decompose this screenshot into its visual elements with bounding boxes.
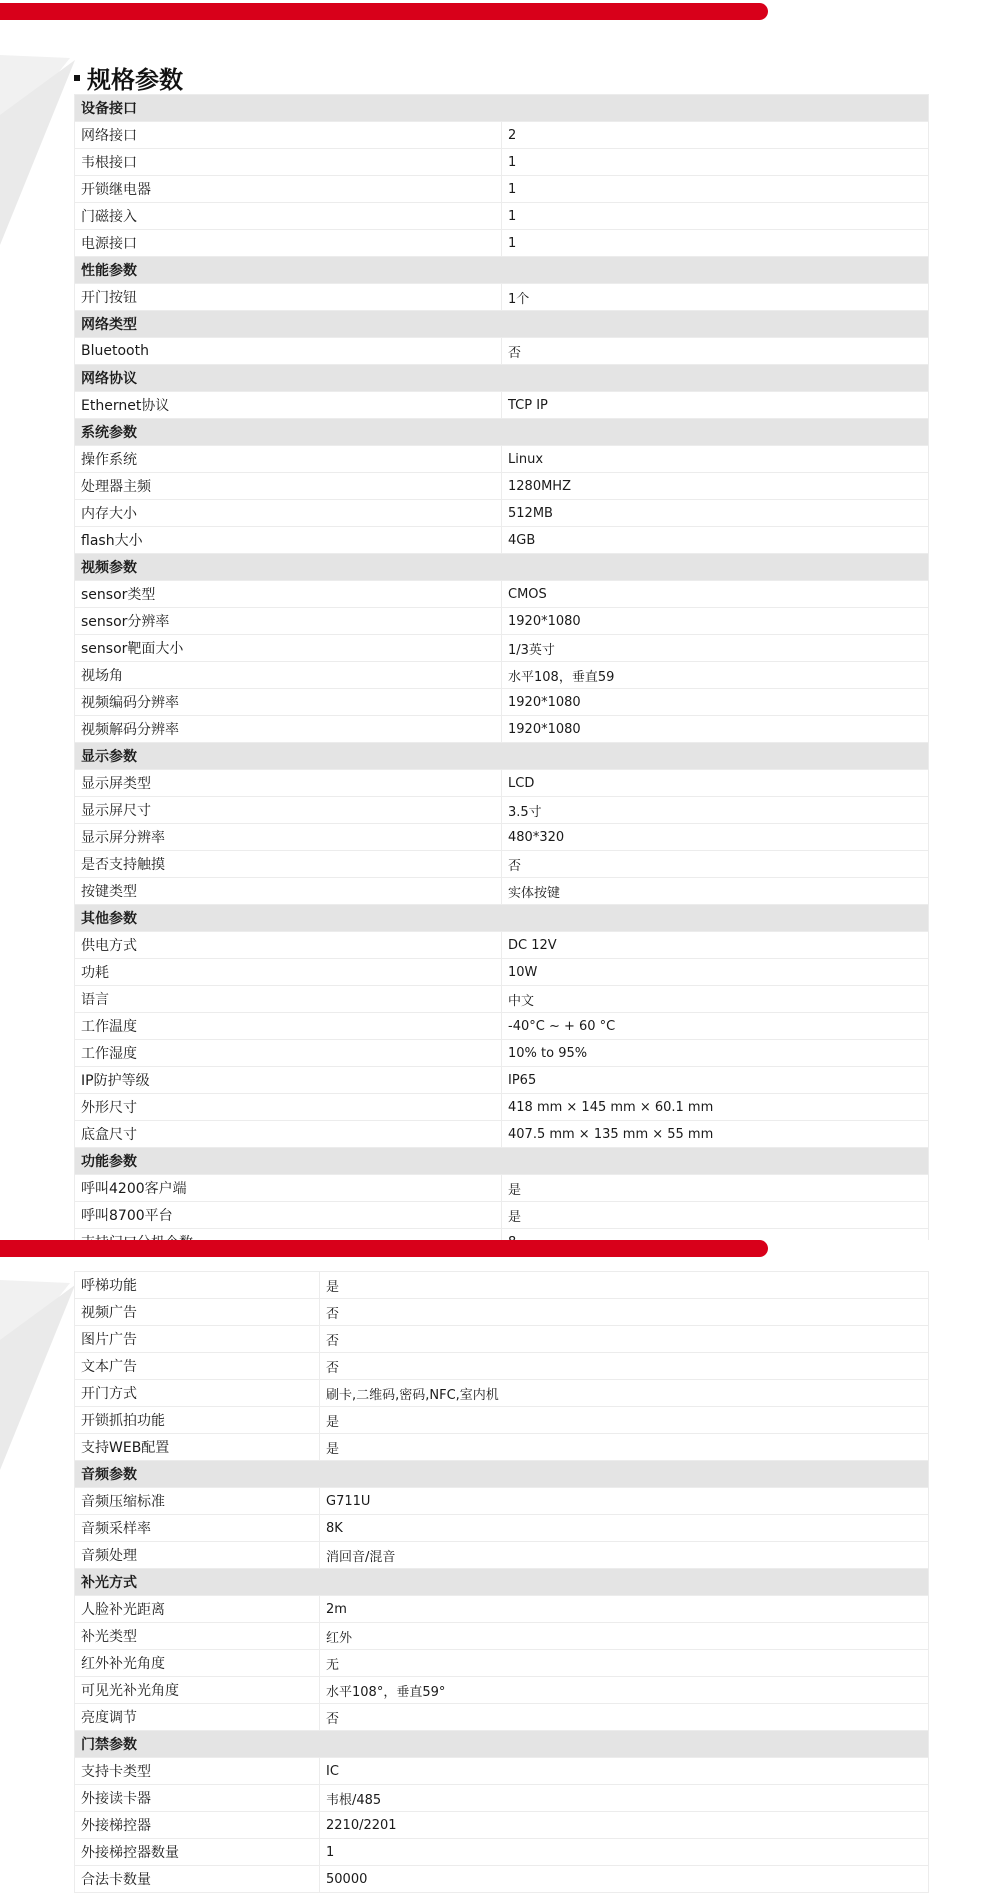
spec-key: 音频处理 (75, 1542, 320, 1569)
spec-key: 门磁接入 (75, 203, 502, 230)
spec-row (75, 1488, 929, 1515)
spec-value: 是 (502, 1202, 929, 1229)
spec-row (75, 878, 929, 905)
spec-key: 支持WEB配置 (75, 1434, 320, 1461)
spec-value: 否 (320, 1299, 929, 1326)
spec-value: 1 (502, 230, 929, 257)
spec-row (75, 635, 929, 662)
section-header (75, 1569, 929, 1596)
spec-key: 语言 (75, 986, 502, 1013)
spec-key: 工作湿度 (75, 1040, 502, 1067)
spec-key: 开锁抓拍功能 (75, 1407, 320, 1434)
spec-key: 支持卡类型 (75, 1758, 320, 1785)
spec-key: 开门方式 (75, 1380, 320, 1407)
section-header (75, 95, 929, 122)
spec-row (75, 1121, 929, 1148)
spec-value: 2m (320, 1596, 929, 1623)
header-red-bar (0, 1240, 768, 1257)
spec-row (75, 1839, 929, 1866)
spec-row (75, 1677, 929, 1704)
spec-key: 图片广告 (75, 1326, 320, 1353)
section-title: 设备接口 (75, 95, 929, 122)
spec-key: 显示屏类型 (75, 770, 502, 797)
spec-key: 呼叫8700平台 (75, 1202, 502, 1229)
spec-value: 是 (502, 1175, 929, 1202)
spec-value: 否 (320, 1704, 929, 1731)
spec-key: IP防护等级 (75, 1067, 502, 1094)
spec-key: 底盒尺寸 (75, 1121, 502, 1148)
spec-key: 文本广告 (75, 1353, 320, 1380)
spec-key: 显示屏尺寸 (75, 797, 502, 824)
spec-row (75, 1650, 929, 1677)
spec-value: 否 (502, 338, 929, 365)
section-title: 网络协议 (75, 365, 929, 392)
spec-value: 1/3英寸 (502, 635, 929, 662)
spec-row (75, 1326, 929, 1353)
section-header (75, 1148, 929, 1175)
spec-key: Bluetooth (75, 338, 502, 365)
spec-row (75, 1866, 929, 1893)
spec-value: 1 (502, 203, 929, 230)
spec-row (75, 824, 929, 851)
spec-value: 10W (502, 959, 929, 986)
section-header (75, 419, 929, 446)
spec-value: 1 (502, 176, 929, 203)
spec-row (75, 959, 929, 986)
section-title: 网络类型 (75, 311, 929, 338)
spec-row (75, 1040, 929, 1067)
spec-key: 电源接口 (75, 230, 502, 257)
spec-row (75, 473, 929, 500)
spec-row (75, 1353, 929, 1380)
section-title: 系统参数 (75, 419, 929, 446)
spec-key: sensor分辨率 (75, 608, 502, 635)
spec-key: 亮度调节 (75, 1704, 320, 1731)
spec-page-2 (0, 1240, 1000, 1891)
spec-row (75, 689, 929, 716)
spec-row (75, 581, 929, 608)
spec-key: flash大小 (75, 527, 502, 554)
spec-row (75, 986, 929, 1013)
spec-key: 可见光补光角度 (75, 1677, 320, 1704)
section-header (75, 1461, 929, 1488)
spec-value: DC 12V (502, 932, 929, 959)
spec-value: TCP IP (502, 392, 929, 419)
decorative-triangles (0, 20, 80, 250)
spec-value: 10% to 95% (502, 1040, 929, 1067)
section-header (75, 311, 929, 338)
spec-key: 是否支持触摸 (75, 851, 502, 878)
spec-key: 开锁继电器 (75, 176, 502, 203)
spec-value: LCD (502, 770, 929, 797)
section-header (75, 257, 929, 284)
section-header (75, 905, 929, 932)
spec-key: 外接梯控器 (75, 1812, 320, 1839)
spec-row (75, 1202, 929, 1229)
page-title (74, 60, 183, 95)
section-header (75, 1731, 929, 1758)
spec-key: 功耗 (75, 959, 502, 986)
spec-row (75, 1380, 929, 1407)
spec-value: 4GB (502, 527, 929, 554)
spec-value: 512MB (502, 500, 929, 527)
spec-key: 开门按钮 (75, 284, 502, 311)
spec-row (75, 1812, 929, 1839)
spec-key: 视频解码分辨率 (75, 716, 502, 743)
spec-key: sensor类型 (75, 581, 502, 608)
spec-row (75, 284, 929, 311)
spec-row (75, 1704, 929, 1731)
section-title: 门禁参数 (75, 1731, 929, 1758)
spec-row (75, 1094, 929, 1121)
spec-value: 50000 (320, 1866, 929, 1893)
section-title: 视频参数 (75, 554, 929, 581)
spec-key: 操作系统 (75, 446, 502, 473)
spec-value: 3.5寸 (502, 797, 929, 824)
spec-key: 内存大小 (75, 500, 502, 527)
spec-key: 合法卡数量 (75, 1866, 320, 1893)
spec-key: 外形尺寸 (75, 1094, 502, 1121)
spec-value: CMOS (502, 581, 929, 608)
spec-row (75, 203, 929, 230)
spec-value: -40°C ~ + 60 °C (502, 1013, 929, 1040)
spec-value: 红外 (320, 1623, 929, 1650)
spec-value: 中文 (502, 986, 929, 1013)
spec-key: 音频采样率 (75, 1515, 320, 1542)
section-header (75, 554, 929, 581)
spec-key: 视频编码分辨率 (75, 689, 502, 716)
spec-row (75, 1758, 929, 1785)
spec-value: 是 (320, 1434, 929, 1461)
spec-value: 实体按键 (502, 878, 929, 905)
spec-value: 水平108°，垂直59° (320, 1677, 929, 1704)
spec-row (75, 1175, 929, 1202)
spec-value: IP65 (502, 1067, 929, 1094)
spec-value: 否 (320, 1326, 929, 1353)
spec-row (75, 338, 929, 365)
spec-value: 1920*1080 (502, 716, 929, 743)
spec-row (75, 392, 929, 419)
spec-row (75, 1407, 929, 1434)
spec-value: 1 (320, 1839, 929, 1866)
spec-key: 处理器主频 (75, 473, 502, 500)
spec-key: 外接梯控器数量 (75, 1839, 320, 1866)
section-title: 其他参数 (75, 905, 929, 932)
page-title-text: 规格参数 (87, 66, 183, 94)
spec-value: 否 (502, 851, 929, 878)
spec-key: 供电方式 (75, 932, 502, 959)
spec-value: IC (320, 1758, 929, 1785)
spec-table-2 (74, 1271, 929, 1893)
spec-value: 无 (320, 1650, 929, 1677)
spec-row (75, 1515, 929, 1542)
spec-value: 1920*1080 (502, 608, 929, 635)
spec-row (75, 770, 929, 797)
spec-value: Linux (502, 446, 929, 473)
spec-row (75, 122, 929, 149)
spec-value: 480*320 (502, 824, 929, 851)
header-red-bar (0, 3, 768, 20)
spec-value: 8K (320, 1515, 929, 1542)
section-title: 补光方式 (75, 1569, 929, 1596)
spec-value: 1920*1080 (502, 689, 929, 716)
spec-value: 是 (320, 1407, 929, 1434)
spec-row (75, 1013, 929, 1040)
section-title: 显示参数 (75, 743, 929, 770)
spec-row (75, 932, 929, 959)
section-header (75, 743, 929, 770)
spec-value: 2 (502, 122, 929, 149)
spec-value: 是 (320, 1272, 929, 1299)
spec-row (75, 662, 929, 689)
spec-row (75, 1542, 929, 1569)
spec-key: 外接读卡器 (75, 1785, 320, 1812)
spec-value: 418 mm × 145 mm × 60.1 mm (502, 1094, 929, 1121)
spec-key: 按键类型 (75, 878, 502, 905)
spec-value: 否 (320, 1353, 929, 1380)
spec-key: 工作温度 (75, 1013, 502, 1040)
spec-key: 人脸补光距离 (75, 1596, 320, 1623)
spec-key: 红外补光角度 (75, 1650, 320, 1677)
spec-key: 呼叫4200客户端 (75, 1175, 502, 1202)
spec-row (75, 1596, 929, 1623)
spec-key: Ethernet协议 (75, 392, 502, 419)
spec-row (75, 230, 929, 257)
spec-row (75, 716, 929, 743)
spec-table-1 (74, 94, 929, 1256)
spec-key: 视场角 (75, 662, 502, 689)
spec-key: 补光类型 (75, 1623, 320, 1650)
title-bullet-icon (74, 75, 80, 81)
spec-row (75, 1434, 929, 1461)
spec-value: G711U (320, 1488, 929, 1515)
spec-row (75, 851, 929, 878)
spec-row (75, 446, 929, 473)
spec-key: 视频广告 (75, 1299, 320, 1326)
spec-value: 1 (502, 149, 929, 176)
spec-row (75, 608, 929, 635)
spec-row (75, 1272, 929, 1299)
section-title: 音频参数 (75, 1461, 929, 1488)
spec-row (75, 527, 929, 554)
spec-value: 刷卡,二维码,密码,NFC,室内机 (320, 1380, 929, 1407)
spec-value: 1280MHZ (502, 473, 929, 500)
spec-row (75, 149, 929, 176)
spec-value: 韦根/485 (320, 1785, 929, 1812)
spec-row (75, 1299, 929, 1326)
spec-row (75, 1067, 929, 1094)
spec-value: 水平108，垂直59 (502, 662, 929, 689)
spec-key: 显示屏分辨率 (75, 824, 502, 851)
spec-key: sensor靶面大小 (75, 635, 502, 662)
section-header (75, 365, 929, 392)
spec-key: 呼梯功能 (75, 1272, 320, 1299)
spec-key: 音频压缩标准 (75, 1488, 320, 1515)
spec-row (75, 500, 929, 527)
spec-key: 韦根接口 (75, 149, 502, 176)
spec-row (75, 797, 929, 824)
section-title: 功能参数 (75, 1148, 929, 1175)
spec-value: 407.5 mm × 135 mm × 55 mm (502, 1121, 929, 1148)
spec-value: 1个 (502, 284, 929, 311)
decorative-triangles (0, 1260, 80, 1490)
section-title: 性能参数 (75, 257, 929, 284)
spec-value: 2210/2201 (320, 1812, 929, 1839)
spec-value: 消回音/混音 (320, 1542, 929, 1569)
spec-row (75, 176, 929, 203)
spec-row (75, 1785, 929, 1812)
spec-row (75, 1623, 929, 1650)
spec-key: 网络接口 (75, 122, 502, 149)
